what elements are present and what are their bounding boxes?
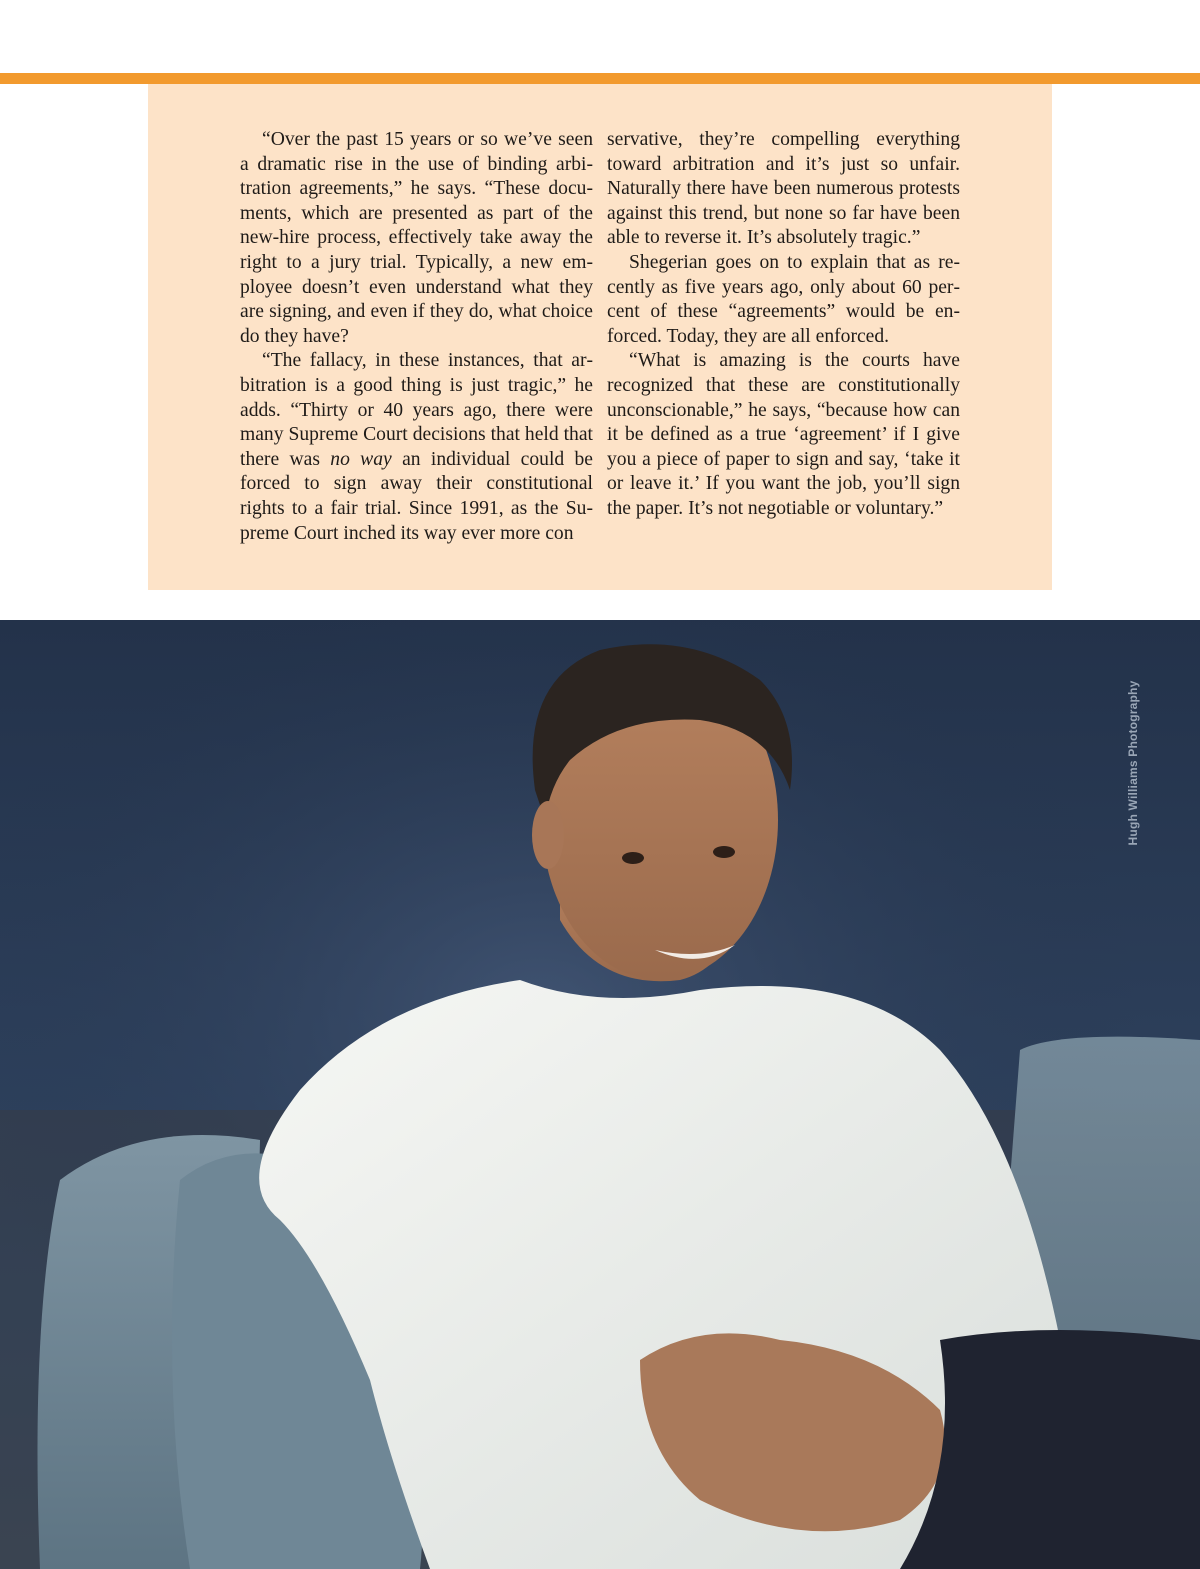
text-run: an individual could be forced to sign away their constitutional rights to a fair trial. Since 1991, as the Supreme Court inched its way ever more con bbox=[240, 448, 593, 544]
paragraph bbox=[607, 128, 960, 251]
left-ear bbox=[532, 801, 564, 869]
text-run: “What is amazing is the courts have recognized that these are constitutionally unconscionable,” he says, “because how can it be defined as a true ‘agreement’ if I give you a piece of paper to sign and say, ‘take it or leave it.’ If you want the job, you’ll sign the paper. It’s not negotiable or voluntary.” bbox=[607, 350, 960, 519]
right-column bbox=[607, 128, 960, 546]
left-column bbox=[240, 128, 593, 546]
paragraph bbox=[240, 349, 593, 546]
portrait-illustration bbox=[0, 620, 1200, 1569]
text-run: servative, they’re compelling everything toward arbitration and it’s just so unfair. Naturally there have been numerous protests against this trend, but none so far have been able to reverse it. It’s absolutely tragic.” bbox=[607, 129, 960, 249]
orange-accent-rule bbox=[0, 73, 1200, 84]
left-eye bbox=[622, 852, 644, 864]
article-columns bbox=[240, 128, 960, 546]
italic-run: no way bbox=[330, 448, 392, 470]
text-run: Shegerian goes on to explain that as recently as five years ago, only about 60 percent of these “agreements” would be enforced. Today, they are all enforced. bbox=[607, 251, 960, 347]
right-eye bbox=[713, 846, 735, 858]
paragraph bbox=[240, 128, 593, 349]
paragraph bbox=[607, 251, 960, 349]
paragraph bbox=[607, 349, 960, 521]
text-run: “Over the past 15 years or so we’ve seen a dramatic rise in the use of binding arbitration agreements,” he says. “These documents, which are presented as part of the new-hire process, effectively take away the right to a jury trial. Typically, a new employee doesn’t even understand what they are signing, and even if they do, what choice do they have? bbox=[240, 129, 593, 347]
text-run: “The fallacy, in these instances, that arbitration is a good thing is just tragic,” he adds. “Thirty or 40 years ago, there were many Supreme Court decisions that held that there was bbox=[240, 350, 593, 470]
portrait-photo bbox=[0, 620, 1200, 1569]
photo-credit: Hugh Williams Photography bbox=[1126, 680, 1140, 846]
trousers bbox=[900, 1330, 1200, 1569]
